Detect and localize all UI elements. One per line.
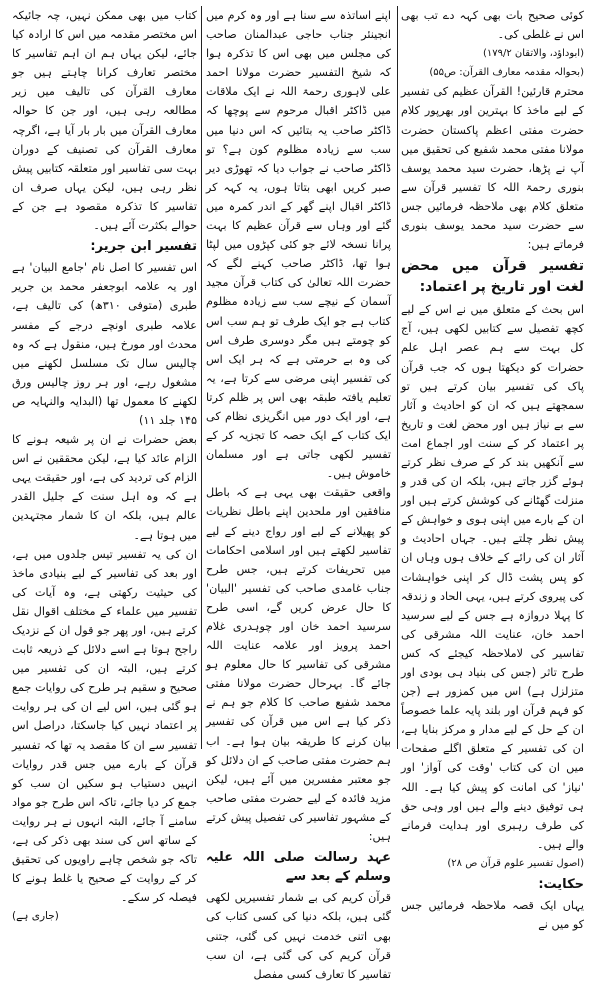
- reference: (بحوالہ مقدمہ معارف القرآن: ص۵۵): [429, 67, 584, 79]
- column-divider: [201, 6, 202, 749]
- middle-column: [206, 6, 391, 981]
- paragraph: محترم قارئین! القرآن عظیم کی تفسیر کے لیے ماخذ کا بہترین اور بھرپور کلام حضرت مفتی اعظم پاکستان حضرت مولانا مفتی محمد شفیع کی تحقیق میں آپ نے پڑھا، حضرت سید محمد یوسف بنوری رحمۃ اللہ کا تفسیر قرآن سے متعلق کلام بھی ملاحظہ فرمائیں جس سے حضرت سید محمد یوسف بنوری فرماتے ہیں:: [401, 85, 584, 252]
- paragraph: ان کی یہ تفسیر تیس جلدوں میں ہے، اور بعد کی تفاسیر کے لیے بنیادی ماخذ کی حیثیت رکھتی ہے، وہ آیات کی تفسیر میں علماء کے مختلف اقوال نقل کرتے ہیں، اور پھر جو قول ان کے نزدیک راجح ہوتا ہے اسے دلائل کے ذریعہ ثابت کرتے ہیں، البتہ ان کی تفسیر میں صحیح و سقیم ہر طرح کی روایات جمع ہو گئی ہیں، اس لیے ان کی ہر روایت پر اعتماد نہیں کیا جاسکتا، دراصل اس تفسیر سے ان کا مقصد یہ تھا کہ تفسیر قرآن کے بارے میں جس قدر روایات انہیں دستیاب ہو سکیں ان سب کو جمع کر دیا جائے، تاکہ اس طرح جو مواد سامنے آ جائے، البتہ انہوں نے ہر روایت کے ساتھ اس کی سند بھی ذکر کی ہے، تاکہ جو شخص چاہے راویوں کی تحقیق کر کے روایت کے صحیح یا غلط ہونے کا فیصلہ کر سکے۔: [12, 547, 197, 905]
- paragraph: یہاں ایک قصہ ملاحظہ فرمائیں جس کو میں نے: [401, 899, 584, 932]
- continued-note: (جاری ہے): [12, 910, 59, 923]
- column-divider: [397, 6, 398, 749]
- left-column: [12, 6, 197, 923]
- page: [6, 6, 584, 981]
- paragraph: قرآن کریم کی بے شمار تفسیریں لکھی گئی ہیں، بلکہ دنیا کی کسی کتاب کی بھی اتنی خدمت نہیں کی گئی، جتنی قرآن کریم کی کی گئی ہے، ان سب تفاسیر کا تعارف کسی مفصل: [206, 891, 391, 981]
- paragraph: کوئی صحیح بات بھی کہہ دے تب بھی اس نے غلطی کی۔: [401, 9, 584, 42]
- paragraph: اس تفسیر کا اصل نام 'جامع البیان' ہے اور یہ علامہ ابوجعفر محمد بن جریر طبری (متوفی ۳۱۰ھ) کی تالیف ہے، علامہ طبری اونچے درجے کے مفسر محدث اور مورخ ہیں، منقول ہے کہ وہ چالیس سال تک مسلسل لکھنے میں مشغول رہے، اور ہر روز چالیس ورق لکھنے کا معمول تھا (البدایہ والنہایہ ص ۱۴۵ جلد ۱۱): [12, 261, 197, 427]
- right-column: [401, 6, 584, 932]
- reference: (ابوداؤد، والاتقان ۱۷۹/۲): [482, 48, 584, 60]
- paragraph: بعض حضرات نے ان پر شیعہ ہونے کا الزام عائد کیا ہے، لیکن محققین نے اس الزام کی تردید کی ہے، اور حقیقت یہی ہے کہ وہ اہل سنت کے جلیل القدر عالم ہیں، بلکہ ان کا شمار مجتہدین میں ہوتا ہے۔: [12, 433, 197, 542]
- section-heading: تفسیر قرآن میں محض لغت اور تاریخ پر اعتماد:: [401, 258, 584, 296]
- paragraph: واقعی حقیقت بھی یہی ہے کہ باطل منافقین اور ملحدین اپنے باطل نظریات کو پھیلانے کے لیے اور رواج دینے کے لیے تفاسیر لکھتے ہیں اور اسلامی احکامات میں تحریفات کرتے ہیں، جس طرح جناب غامدی صاحب کی تفسیر 'البیان' کا حال عرض کریں گے، اسی طرح سرسید احمد خان اور چوہدری غلام احمد پرویز اور علامہ عنایت اللہ مشرقی کی تفاسیر کا حال معلوم ہو جائے گا۔ بہرحال حضرت مولانا مفتی محمد شفیع صاحب کا کلام جو ہم نے ذکر کیا ہے اس میں قرآن کی تفسیر بیان کرنے کا طریقہ بیان ہوا ہے۔ اب ہم حضرت مفتی صاحب کے ان دلائل کو جو معتبر مفسرین میں آئے ہیں، لیکن مزید فائدہ کے لیے حضرت مفتی صاحب کے مشہور تفاسیر کی تفصیل پیش کرتے ہیں:: [206, 486, 391, 844]
- section-heading: عہد رسالت صلی اللہ علیہ وسلم کے بعد سے: [206, 850, 391, 885]
- paragraph: اپنے اساتذہ سے سنا ہے اور وہ کرم میں انجینئر جناب حاجی عبدالمنان صاحب کی مجلس میں بھی اس کا تذکرہ ہوا کہ شیخ التفسیر حضرت مولانا احمد علی لاہوری رحمۃ اللہ نے ایک ملاقات میں ڈاکٹر اقبال مرحوم سے پوچھا کہ ڈاکٹر صاحب یہ بتائیں کہ اس دنیا میں سب سے زیادہ مظلوم کون ہے؟ تو ڈاکٹر صاحب نے جواب دیا کہ تھوڑی دیر صبر کریں ابھی بتاتا ہوں، یہ کہہ کر ڈاکٹر اقبال اپنے گھر کے اندر کمرہ میں گئے اور وہاں سے قرآن عظیم کا بہت پرانا نسخہ لائے جو کئی کپڑوں میں لپٹا ہوا تھا، ڈاکٹر صاحب کہنے لگے کہ حضرت اللہ تعالیٰ کی کتاب قرآن مجید آسمان کے نیچے سب سے زیادہ مظلوم کتاب ہے جو ایک طرف تو ہم سب اس کو چومتے ہیں مگر دوسری طرف اس کی وہ بے حرمتی ہے کہ ہر ایک اس کی تفسیر اپنی مرضی سے کرتا ہے، یہ تعلیم یافتہ طبقہ بھی اس پر ظلم کرتا ہے، اور ایک دور میں انگریزی نظام کی ایک کتاب کے ایک حصہ کا تجزیہ کر کے تفسیر لکھی جاتی ہے اور مسلمان خاموش ہیں۔: [206, 9, 391, 481]
- paragraph: کتاب میں بھی ممکن نہیں، چہ جائیکہ اس مختصر مقدمہ میں اس کا ارادہ کیا جائے، لیکن یہاں ہم ان اہم تفاسیر کا مختصر تعارف کرانا چاہتے ہیں جو معارف القرآن کی تالیف میں زیر مطالعہ رہی ہیں، اور جن کا حوالہ معارف القرآن میں بار بار آیا ہے، اگرچہ معارف القرآن کی تصنیف کے دوران بہت سی تفاسیر اور متعلقہ کتابیں پیش نظر رہی ہیں، لیکن یہاں صرف ان تفاسیر کا تذکرہ مقصود ہے جن کے حوالے بکثرت آئے ہیں۔: [12, 9, 197, 233]
- section-heading: حکایت:: [538, 877, 584, 893]
- reference: (اصول تفسیر علوم قرآن ص ۲۸): [447, 857, 584, 869]
- section-heading: تفسیر ابن جریر:: [90, 239, 197, 255]
- paragraph: اس بحث کے متعلق میں نے اس کے لیے کچھ تفصیل سے کتابیں لکھی ہیں، آج کل بہت سے ہم عصر اہل علم حضرات کو دیکھتا ہوں کہ جب قرآن پاک کی تفسیر بیان کرتے ہیں تو سمجھتے ہیں کہ ان کو احادیث و آثار سے بے نیاز ہیں اور محض لغت و تاریخ پر اعتماد کر کے سنت اور اجماع امت سے آنکھیں بند کر کے صرف نظر کرتے ہوئے گزر جاتے ہیں، بلکہ ان کی قدر و منزلت گھٹانے کی کوشش کرتے ہیں اور ان کے بارے میں اپنی ہوی و خواہش کے پیش نظر چلتے ہیں۔ جہاں احادیث و آثار ان کی رائے کے خلاف ہوں وہاں ان کو پس پشت ڈال کر اپنی خواہشات کی پیروی کرتے ہیں، یہی الحاد و زندقہ کا پہلا دروازہ ہے جس کے لیے سرسید احمد خان، عنایت اللہ مشرقی کی تفاسیر کی لاملاحظہ کیجئے کہ کس طرح تاثر (جس کی بنیاد ہی بودی اور متزلزل ہے) اس میں کمزور ہے (جن کو فہم قرآن اور بلند پایہ علما خصوصاً ان کے حل کے لیے مدار و مرکز بنایا ہے، ان کی تفسیر کے متعلق اگلے صفحات میں ان کی کتاب 'وقت کی آواز' اور 'نیاز' کی امانت کو پیش کیا ہے۔ اللہ ہی توفیق دینے والے ہیں اور وہی حق کی طرف رہبری اور ہدایت فرمانے والے ہیں۔: [401, 303, 584, 851]
